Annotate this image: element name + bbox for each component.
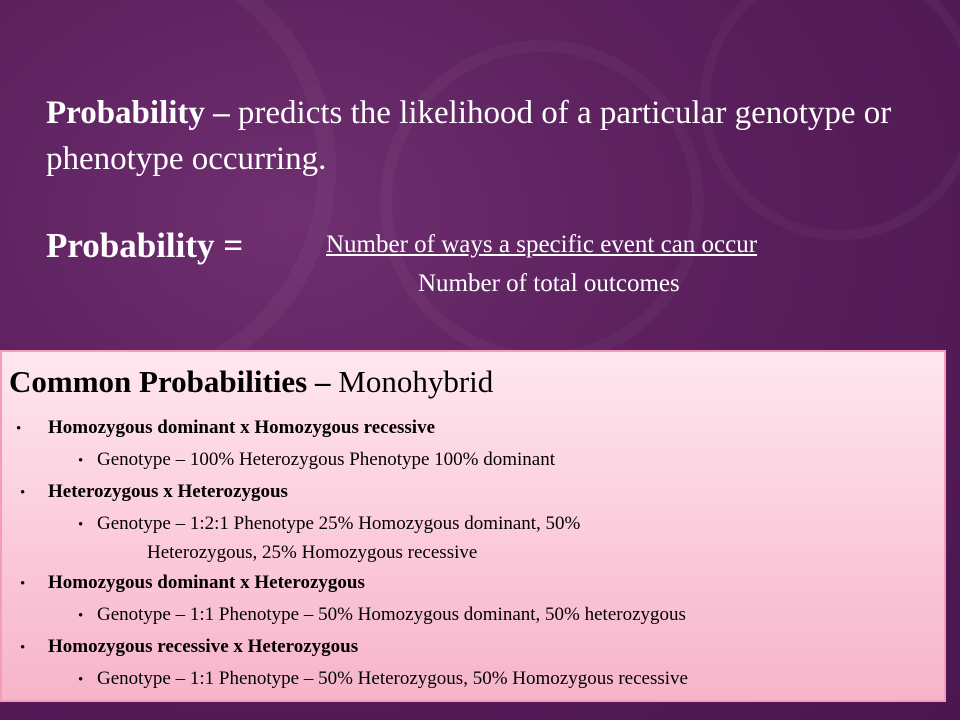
title-rest: Monohybrid: [330, 364, 494, 399]
bullet-icon: •: [20, 640, 26, 656]
definition-term: Probability: [46, 95, 205, 131]
probability-definition: [46, 90, 926, 182]
list-item: Homozygous recessive x Heterozygous: [48, 636, 359, 657]
bullet-icon: •: [78, 672, 84, 688]
bullet-icon: •: [20, 576, 26, 592]
formula-denominator: Number of total outcomes: [418, 270, 680, 297]
title-bold: Common Probabilities –: [9, 364, 331, 399]
background-swirl: [0, 0, 336, 396]
list-item: Genotype – 1:1 Phenotype – 50% Homozygous dominant, 50% heterozygous: [97, 604, 686, 625]
common-probabilities-title: [9, 364, 493, 400]
bullet-icon: •: [20, 485, 26, 501]
common-probabilities-box: [0, 350, 946, 702]
definition-dash: –: [204, 95, 238, 131]
formula-lhs: Probability =: [46, 226, 244, 265]
list-item: Genotype – 100% Heterozygous Phenotype 100% dominant: [97, 449, 556, 470]
bullet-icon: •: [78, 517, 84, 533]
list-item: Homozygous dominant x Homozygous recessive: [48, 417, 436, 438]
list-item: Heterozygous x Heterozygous: [48, 481, 288, 502]
list-item: Homozygous dominant x Heterozygous: [48, 572, 365, 593]
background-swirl: [380, 40, 704, 364]
list-item: Genotype – 1:1 Phenotype – 50% Heterozygous, 50% Homozygous recessive: [97, 668, 688, 689]
bullet-icon: •: [78, 608, 84, 624]
list-item: Genotype – 1:2:1 Phenotype 25% Homozygous dominant, 50%: [97, 513, 581, 534]
bullet-icon: •: [16, 421, 22, 437]
bullet-icon: •: [78, 453, 84, 469]
list-item: Heterozygous, 25% Homozygous recessive: [147, 542, 478, 563]
formula-numerator: Number of ways a specific event can occur: [326, 231, 758, 258]
definition-text: predicts the likelihood of a particular genotype or phenotype occurring.: [46, 95, 892, 177]
